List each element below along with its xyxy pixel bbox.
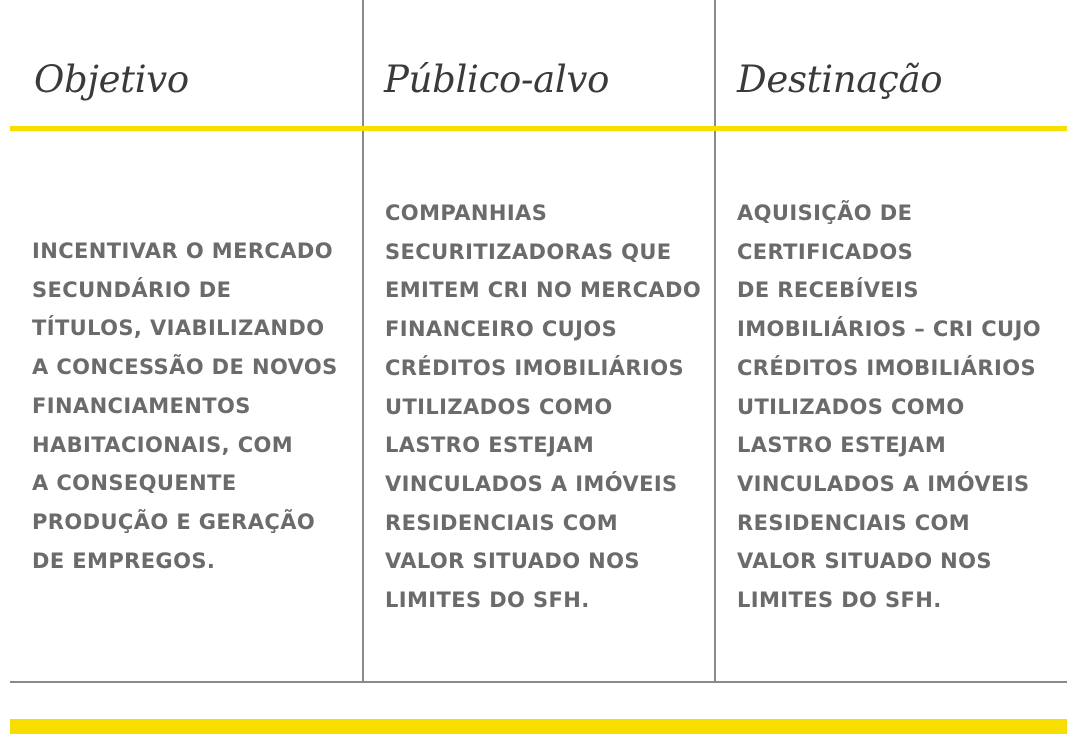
column-header-objetivo: Objetivo: [34, 58, 189, 101]
column-divider: [714, 0, 716, 682]
column-body-publico-alvo: COMPANHIAS SECURITIZADORAS QUE EMITEM CRI NO MERCADO FINANCEIRO CUJOS CRÉDITOS IMOBILIÁRIOS UTILIZADOS COMO LASTRO ESTEJAM VINCULADOS A IMÓVEIS RESIDENCIAIS COM VALOR SITUADO NOS LIMITES DO SFH.: [385, 201, 702, 613]
column-header-destinacao: Destinação: [737, 58, 943, 101]
info-table: [10, 0, 1067, 739]
column-divider: [362, 0, 364, 682]
header-accent-rule: [10, 126, 1067, 131]
column-body-destinacao: AQUISIÇÃO DE CERTIFICADOS DE RECEBÍVEIS IMOBILIÁRIOS – CRI CUJO CRÉDITOS IMOBILIÁRIOS UTILIZADOS COMO LASTRO ESTEJAM VINCULADOS A IMÓVEIS RESIDENCIAIS COM VALOR SITUADO NOS LIMITES DO SFH.: [737, 201, 1041, 613]
table-bottom-rule: [10, 681, 1067, 683]
column-body-objetivo: INCENTIVAR O MERCADO SECUNDÁRIO DE TÍTULOS, VIABILIZANDO A CONCESSÃO DE NOVOS FINANCIAMENTOS HABITACIONAIS, COM A CONSEQUENTE PRODUÇÃO E GERAÇÃO DE EMPREGOS.: [32, 239, 338, 573]
column-header-publico-alvo: Público-alvo: [384, 58, 610, 101]
footer-accent-band: [10, 719, 1067, 734]
